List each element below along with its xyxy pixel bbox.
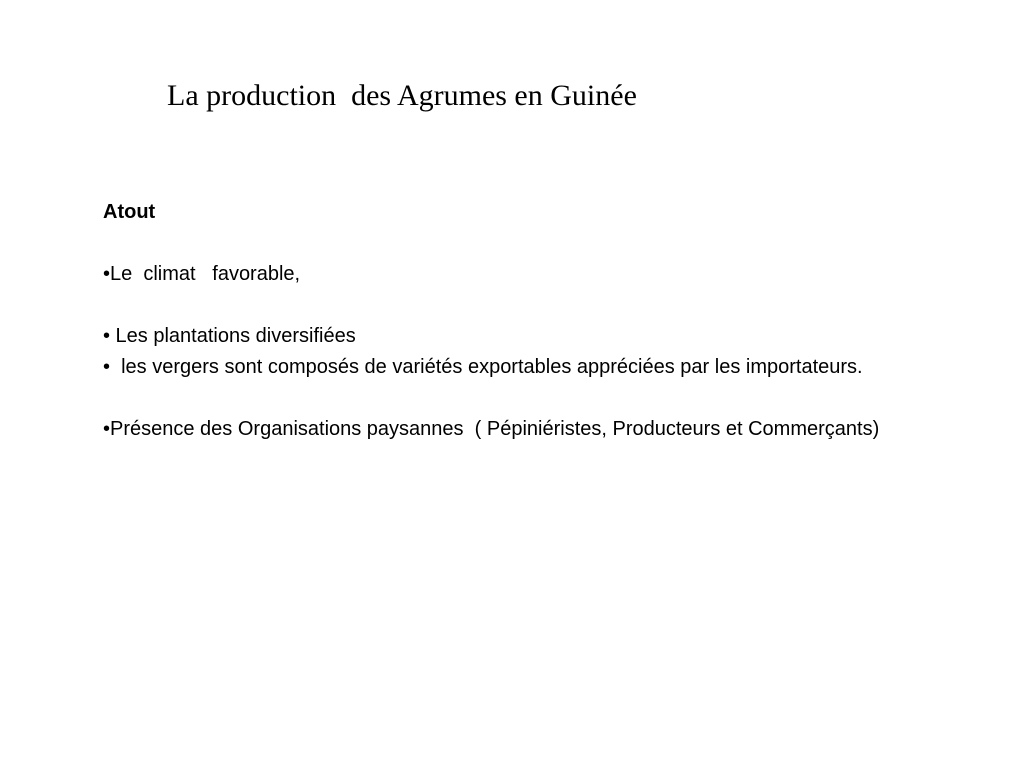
slide-body [103, 197, 943, 445]
bullet-plantations: • Les plantations diversifiées [103, 325, 356, 347]
spacer [103, 383, 943, 414]
slide-title: La production des Agrumes en Guinée [167, 79, 637, 112]
spacer [103, 228, 943, 259]
bullet-orchards: • les vergers sont composés de variétés exportables appréciées par les importateurs. [103, 356, 863, 378]
bullet-climate: •Le climat favorable, [103, 263, 301, 285]
section-heading: Atout [103, 201, 156, 223]
bullet-organisations: •Présence des Organisations paysannes ( Pépiniéristes, Producteurs et Commerçants) [103, 418, 880, 440]
spacer [103, 290, 943, 321]
